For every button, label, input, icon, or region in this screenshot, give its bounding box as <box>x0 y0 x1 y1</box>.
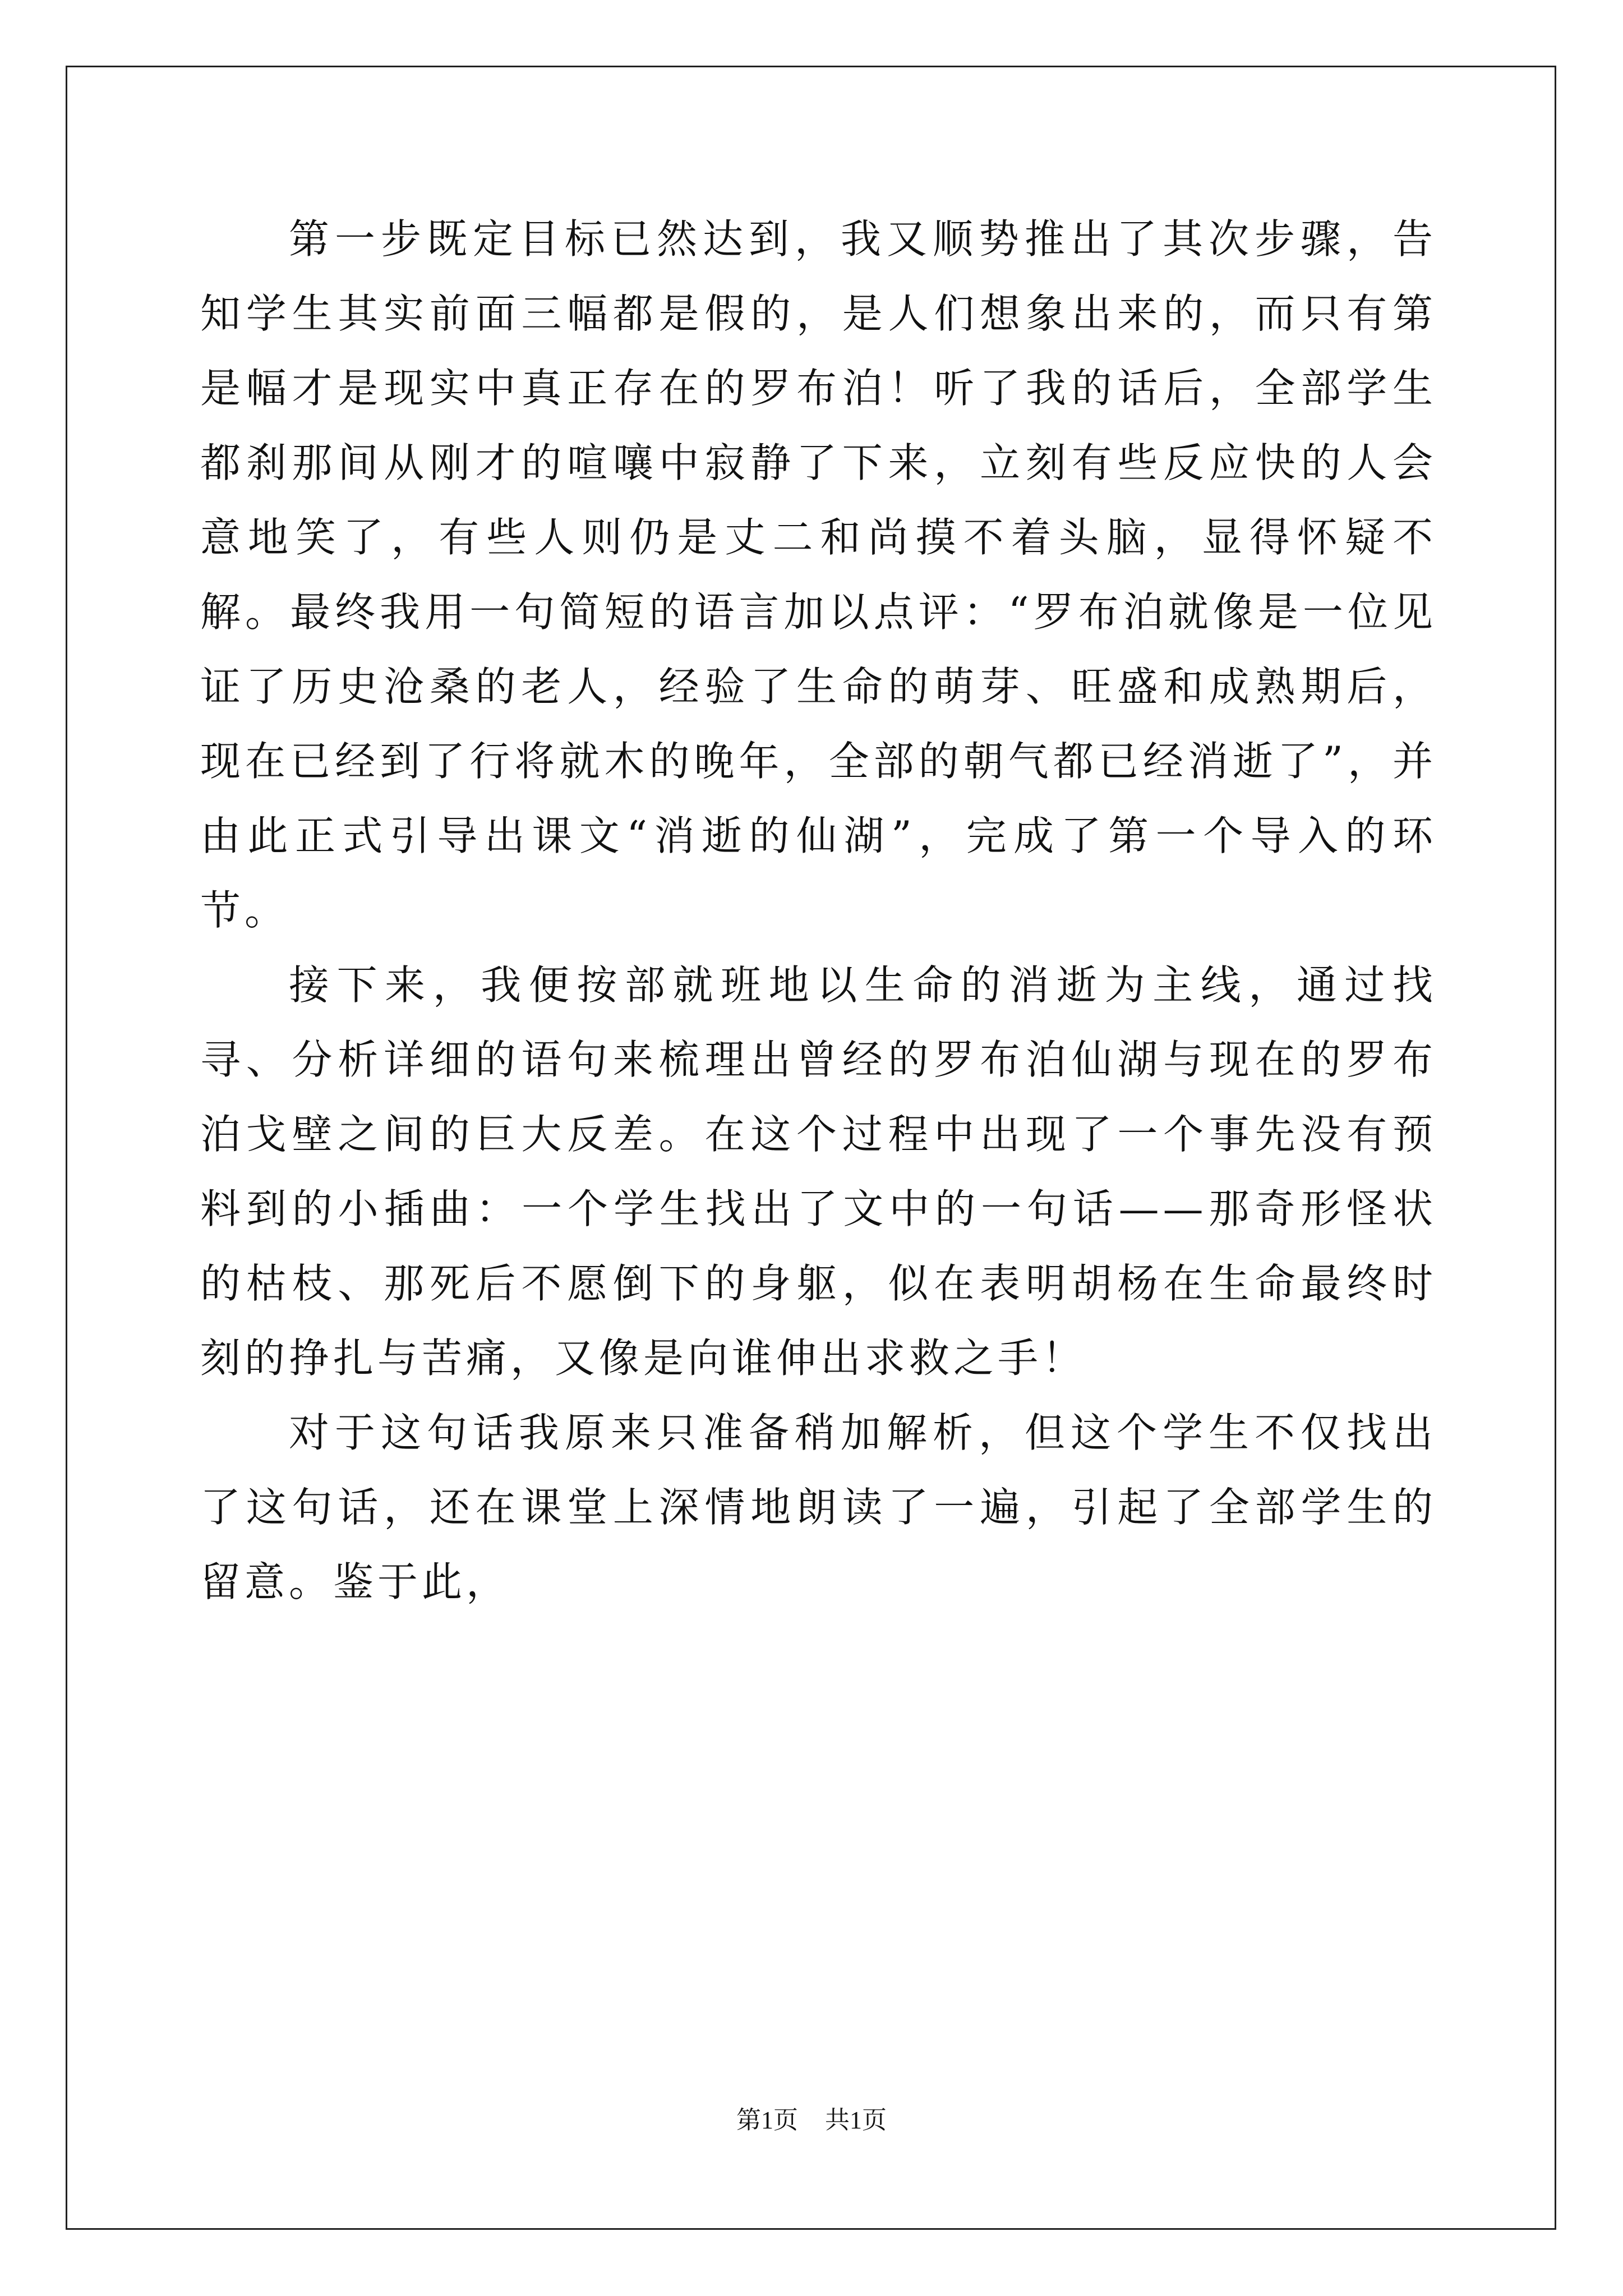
paragraph-1: 第一步既定目标已然达到，我又顺势推出了其次步骤，告知学生其实前面三幅都是假的，是人们想象出来的，而只有第是幅才是现实中真正存在的罗布泊！听了我的话后，全部学生都刹那间从刚才的喧嚷中寂静了下来，立刻有些反应快的人会意地笑了，有些人则仍是丈二和尚摸不着头脑，显得怀疑不解。最终我用一句简短的语言加以点评：“罗布泊就像是一位见证了历史沧桑的老人，经验了生命的萌芽、旺盛和成熟期后，现在已经到了行将就木的晚年，全部的朝气都已经消逝了”，并由此正式引导出课文“消逝的仙湖”，完成了第一个导入的环节。 <box>200 215 1437 934</box>
paragraph-2: 接下来，我便按部就班地以生命的消逝为主线，通过找寻、分析详细的语句来梳理出曾经的罗布泊仙湖与现在的罗布泊戈壁之间的巨大反差。在这个过程中出现了一个事先没有预料到的小插曲：一个学生找出了文中的一句话——那奇形怪状的枯枝、那死后不愿倒下的身躯，似在表明胡杨在生命最终时刻的挣扎与苦痛，又像是向谁伸出求救之手！ <box>200 961 1437 1382</box>
page-total: 共1页 <box>825 2106 887 2134</box>
paragraph-3: 对于这句话我原来只准备稍加解析，但这个学生不仅找出了这句话，还在课堂上深情地朗读了一遍，引起了全部学生的留意。鉴于此， <box>200 1409 1437 1605</box>
page-number: 第1页 <box>736 2106 798 2134</box>
page-footer <box>0 2104 1623 2137</box>
document-body <box>200 202 1437 1619</box>
